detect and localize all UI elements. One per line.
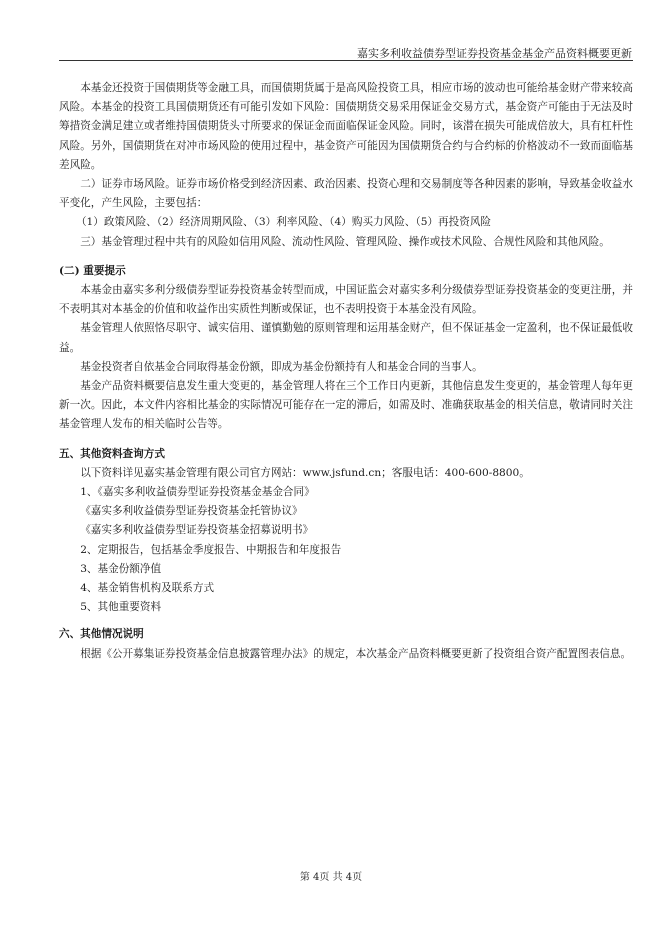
page-number: 第 4页 共 4页 (299, 872, 363, 883)
list-item: 2、定期报告，包括基金季度报告、中期报告和年度报告 (80, 543, 342, 556)
list-item: 1、《嘉实多利收益债券型证券投资基金基金合同》 (80, 486, 315, 499)
paragraph-management-risk: 三）基金管理过程中共有的风险如信用风险、流动性风险、管理风险、操作或技术风险、合规性风险和其他风险。 (80, 235, 610, 248)
heading-section-6: 六、其他情况说明 (59, 628, 144, 641)
paragraph-notice-3: 基金投资者自依基金合同取得基金份额，即成为基金份额持有人和基金合同的当事人。 (80, 360, 483, 373)
list-item: 5、其他重要资料 (80, 601, 162, 614)
heading-section-5: 五、其他资料查询方式 (59, 447, 165, 460)
paragraph-securities-market-risk: 二）证券市场风险。证券市场价格受到经济因素、政治因素、投资心理和交易制度等各种因素的影响，导致基金收益水平变化，产生风险，主要包括： (59, 178, 633, 210)
document-body (59, 79, 633, 664)
list-item: 《嘉实多利收益债券型证券投资基金托管协议》 (80, 505, 303, 518)
header-divider (59, 60, 633, 61)
paragraph-notice-4: 基金产品资料概要信息发生重大变更的，基金管理人将在三个工作日内更新，其他信息发生变更的，基金管理人每年更新一次。因此，本文件内容相比基金的实际情况可能存在一定的滞后，如需及时、准确获取基金的相关信息，敬请同时关注基金管理人发布的相关临时公告等。 (59, 380, 633, 431)
paragraph-risk-list: （1）政策风险、（2）经济周期风险、（3）利率风险、（4）购买力风险、（5）再投资风险 (75, 216, 492, 229)
running-header: 嘉实多利收益债券型证券投资基金基金产品资料概要更新 (357, 47, 632, 60)
heading-important-notice: (二) 重要提示 (59, 264, 126, 277)
paragraph-notice-1: 本基金由嘉实多利分级债券型证券投资基金转型而成，中国证监会对嘉实多利分级债券型证券投资基金的变更注册，并不表明其对本基金的价值和收益作出实质性判断或保证，也不表明投资于本基金没有风险。 (59, 284, 633, 316)
paragraph-notice-2: 基金管理人依照恪尽职守、诚实信用、谨慎勤勉的原则管理和运用基金财产，但不保证基金一定盈利，也不保证最低收益。 (59, 322, 633, 354)
list-item: 3、基金份额净值 (80, 562, 162, 575)
list-item: 4、基金销售机构及联系方式 (80, 582, 215, 595)
list-item: 《嘉实多利收益债券型证券投资基金招募说明书》 (80, 524, 314, 537)
paragraph-section6: 根据《公开募集证券投资基金信息披露管理办法》的规定，本次基金产品资料概要更新了投资组合资产配置图表信息。 (80, 647, 632, 660)
paragraph-section5-intro: 以下资料详见嘉实基金管理有限公司官方网站：www.jsfund.cn；客服电话：400-600-8800。 (80, 466, 530, 479)
paragraph-treasury-futures-risk: 本基金还投资于国债期货等金融工具，而国债期货属于是高风险投资工具，相应市场的波动也可能给基金财产带来较高风险。本基金的投资工具国债期货还有可能引发如下风险：国债期货交易采用保证金交易方式，基金资产可能由于无法及时筹措资金满足建立或者维持国债期货头寸所要求的保证金而面临保证金风险。同时，该潜在损失可能成倍放大，具有杠杆性风险。另外，国债期货在对冲市场风险的使用过程中，基金资产可能因为国债期货合约与合约标的价格波动不一致而面临基差风险。 (59, 82, 633, 171)
